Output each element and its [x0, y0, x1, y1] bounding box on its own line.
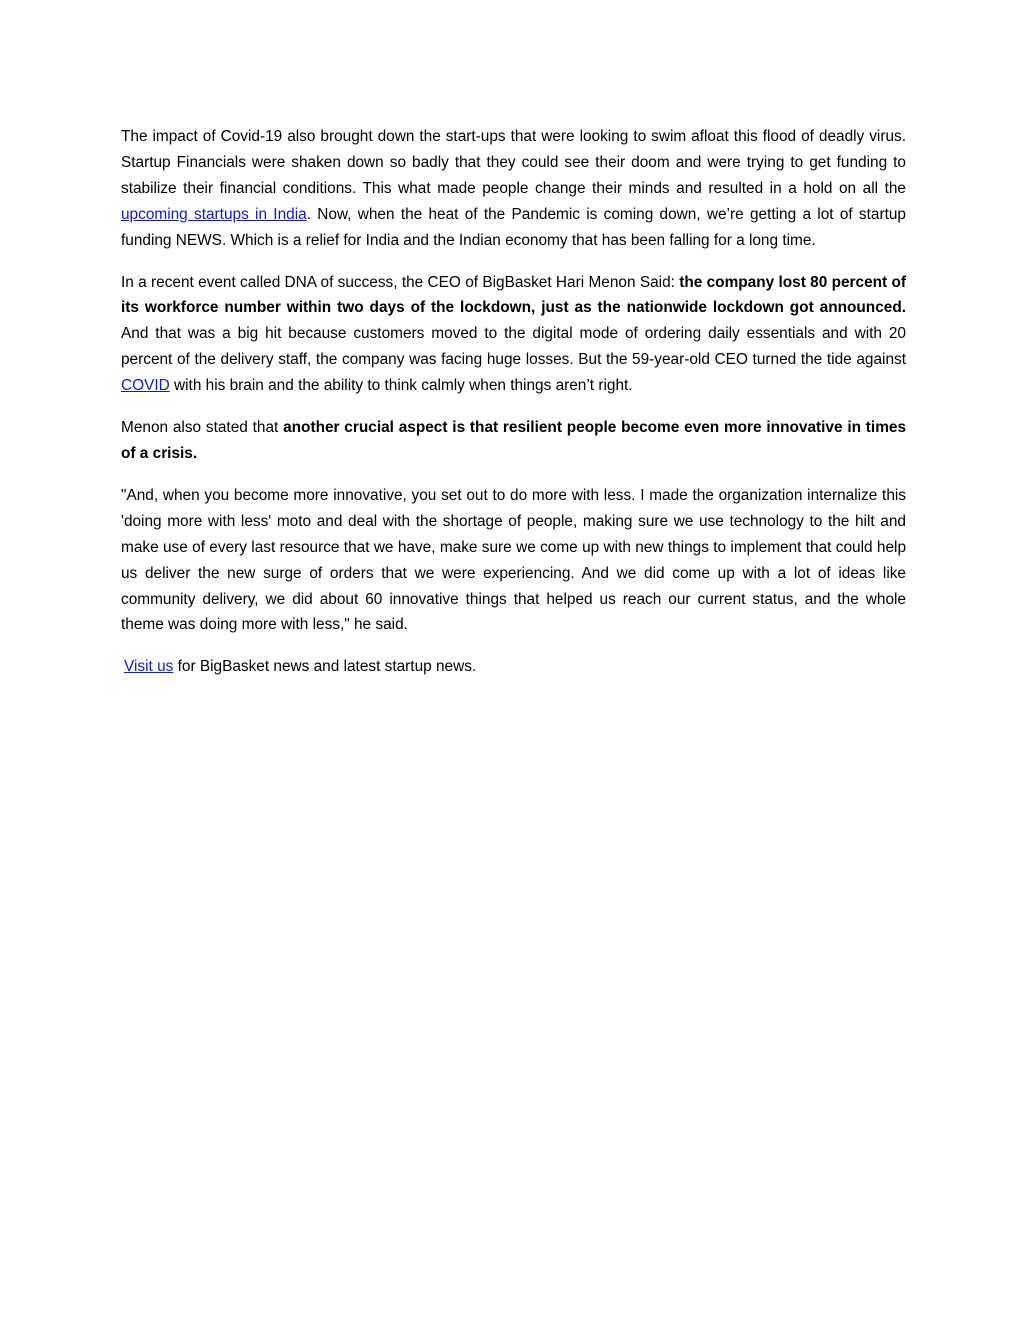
paragraph-text: And that was a big hit because customers moved to the digital mode of ordering daily essentials and with 20 percent of the delivery staff, the company was facing huge losses. But the 59-year-old CEO turned the tide against [121, 325, 906, 369]
paragraph-text: with his brain and the ability to think calmly when things aren’t right. [169, 377, 633, 395]
paragraph-quote [121, 483, 906, 638]
paragraph-text: . Now, when the heat of the Pandemic is coming down, we’re getting a lot of startup funding NEWS. Which is a relief for India and the Indian economy that has been falling for a long time. [121, 205, 906, 249]
paragraph-text: In a recent event called DNA of success, the CEO of BigBasket Hari Menon Said: [121, 273, 680, 291]
visit-us-link[interactable]: Visit us [124, 658, 174, 676]
paragraph-text: "And, when you become more innovative, you set out to do more with less. I made the organization internalize this 'doing more with less' moto and deal with the shortage of people, making sure we use technology to the hilt and make use of every last resource that we have, make sure we come up with new things to implement that could help us deliver the new surge of orders that we were experiencing. And we did come up with a lot of ideas like community delivery, we did about 60 innovative things that helped us reach our current status, and the whole theme was doing more with less," he said. [121, 486, 906, 634]
paragraph-bigbasket-ceo [121, 270, 906, 400]
paragraph-covid-startups [121, 124, 906, 254]
paragraph-text: Menon also stated that [121, 419, 284, 437]
covid-link[interactable]: COVID [121, 377, 170, 395]
paragraph-resilience [121, 415, 906, 467]
document-page [121, 124, 906, 696]
paragraph-text: for BigBasket news and latest startup news. [173, 658, 477, 676]
paragraph-text: The impact of Covid-19 also brought down the start-ups that were looking to swim afloat this flood of deadly virus. Startup Financials were shaken down so badly that they could see their doom and were trying to get funding to stabilize their financial conditions. This what made people change their minds and resulted in a hold on all the [121, 128, 906, 197]
paragraph-visit [121, 654, 906, 680]
upcoming-startups-link[interactable]: upcoming startups in India [121, 205, 307, 223]
bold-quote: the company lost 80 percent of its workforce number within two days of the lockdown, just as the nationwide lockdown got announced. [121, 273, 907, 317]
bold-statement: another crucial aspect is that resilient people become even more innovative in times of a crisis. [121, 419, 906, 462]
